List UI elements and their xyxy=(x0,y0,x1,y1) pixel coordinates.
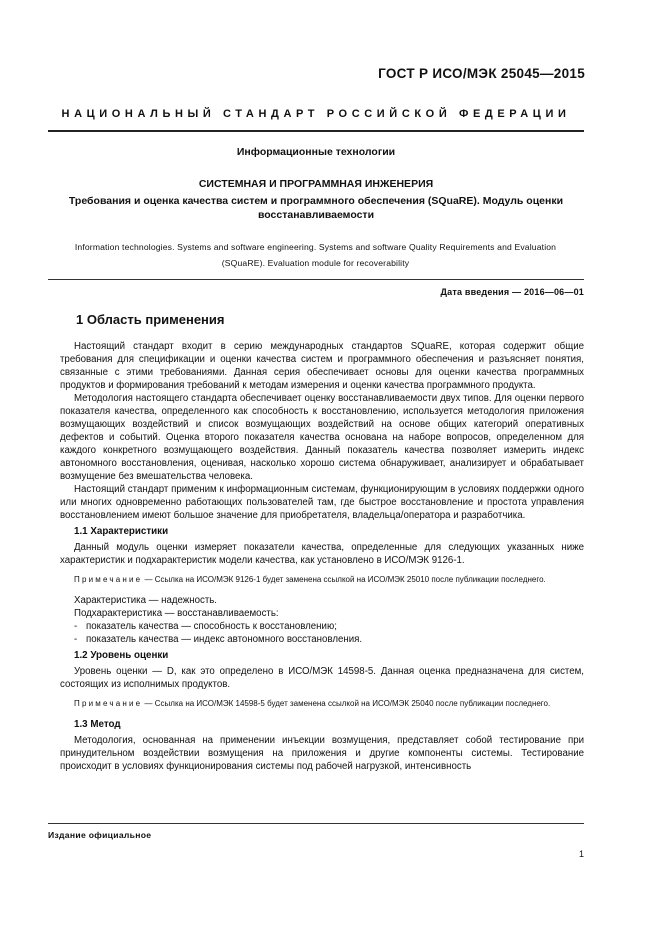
subsection-heading: 1.1 Характеристики xyxy=(74,526,169,537)
note xyxy=(60,573,584,587)
footer-divider xyxy=(48,823,584,824)
note-text: — Ссылка на ИСО/МЭК 9126-1 будет заменена ссылкой на ИСО/МЭК 25010 после публикации последнего. xyxy=(144,575,546,584)
subsection-heading: 1.3 Метод xyxy=(74,719,121,730)
document-code: ГОСТ Р ИСО/МЭК 25045—2015 xyxy=(378,66,585,81)
subsection-heading: 1.2 Уровень оценки xyxy=(74,650,169,661)
paragraph: Данный модуль оценки измеряет показатели качества, определенные для следующих указанных ниже характеристик и подхарактеристик модели качества, как установлено в ИСО/МЭК 9126-1. xyxy=(60,542,584,566)
paragraph: Методология настоящего стандарта обеспечивает оценку восстанавливаемости двух типов. Для оценки первого показателя качества, определенного как способность к восстановлению, используется методология приложения возмущающих воздействий и список возмущающих воздействий на основе общих категорий оперативных дефектов и событий. Оценка второго показателя качества основана на наборе вопросов, определенном для каждого конкретного возмущающего воздействия. Данный показатель качества позволяет измерить индекс автономного восстановления, оценивая, насколько хорошо система обнаруживает, анализирует и обрабатывает возмущение без вмешательства человека. xyxy=(60,393,584,482)
paragraph: Методология, основанная на применении инъекции возмущения, представляет собой тестирование при принудительном воздействии возмущения на приложения и другие компоненты системы. Тестирование происходит в условиях функционирования системы под рабочей нагрузкой, интенсивность xyxy=(60,735,584,772)
characteristic-line: Характеристика — надежность. xyxy=(74,595,217,606)
paragraph: Настоящий стандарт входит в серию международных стандартов SQuaRE, которая содержит общие требования для спецификации и оценки качества систем и программного обеспечения и разъясняет понятия, связанные с этими требованиями. Данная серия обеспечивает основы для оценки качества программных продуктов и формирования требований к методам измерения и оценки качества программного продукта. xyxy=(60,341,584,391)
note-label: Примечание xyxy=(74,699,143,708)
edition-label: Издание официальное xyxy=(48,830,152,840)
national-standard-banner: НАЦИОНАЛЬНЫЙ СТАНДАРТ РОССИЙСКОЙ ФЕДЕРАЦИИ xyxy=(61,108,571,120)
page-number: 1 xyxy=(578,849,584,859)
section-heading: 1 Область применения xyxy=(76,312,225,327)
subcharacteristic-line: Подхарактеристика — восстанавливаемость: xyxy=(74,608,279,619)
top-divider xyxy=(48,130,584,132)
list-item: - показатель качества — способность к восстановлению; xyxy=(74,621,337,632)
main-title: Требования и оценка качества систем и программного обеспечения (SQuaRE). Модуль оценки восстанавливаемости xyxy=(68,195,564,221)
note-text: — Ссылка на ИСО/МЭК 14598-5 будет заменена ссылкой на ИСО/МЭК 25040 после публикации последнего. xyxy=(144,699,551,708)
body-content xyxy=(60,313,584,773)
note xyxy=(60,697,584,711)
title-divider xyxy=(48,279,584,280)
list-item: - показатель качества — индекс автономного восстановления. xyxy=(74,634,363,645)
effective-date: Дата введения — 2016—06—01 xyxy=(440,287,584,297)
english-title: Information technologies. Systems and software engineering. Systems and software Quality Requirements and Evaluation (SQuaRE). Evaluation module for recoverability xyxy=(74,242,557,268)
paragraph: Настоящий стандарт применим к информационным системам, функционирующим в условиях поддержки одного или многих одновременно работающих пользователей там, где быстрое восстановление и простота управления восстановлением имеют большое значение для приобретателя, владельца/оператора и разработчика. xyxy=(60,484,584,521)
paragraph: Уровень оценки — D, как это определено в ИСО/МЭК 14598-5. Данная оценка предназначена для систем, состоящих из исполнимых продуктов. xyxy=(60,666,584,690)
note-label: Примечание xyxy=(74,575,143,584)
subject-title: Информационные технологии xyxy=(236,146,396,158)
system-title: СИСТЕМНАЯ И ПРОГРАММНАЯ ИНЖЕНЕРИЯ xyxy=(198,178,434,190)
